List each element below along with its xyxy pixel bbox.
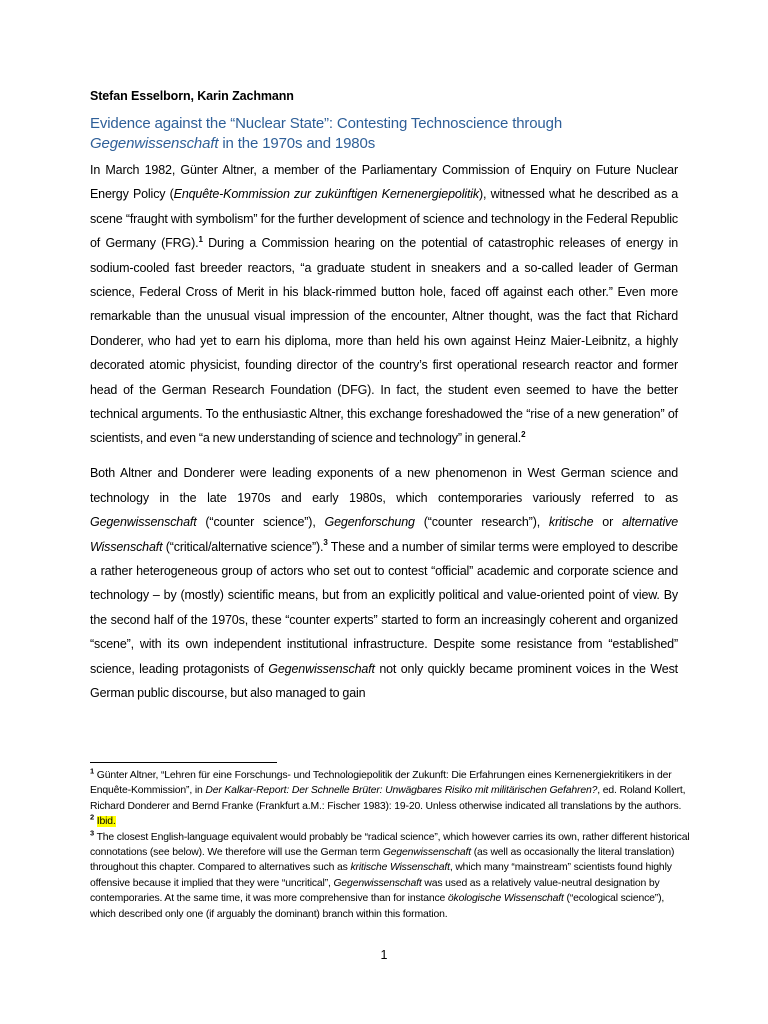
text-run: ), witnessed what he described as a scene “fraught with symbolism” for the further development of science and technology in the Federal Republic of Germany (FRG). (90, 187, 678, 251)
text-run: During a Commission hearing on the potential of catastrophic releases of energy in sodium-cooled fast breeder reactors, “a graduate student in sneakers and a so-called leader of German science, Federal Cross of Merit in his black-rimmed button hole, faced off against each other.” Even more remarkable than the unusual visual impression of the encounter, Altner thought, was the fact that Richard Donderer, who had yet to earn his diploma, more than held his own against Heinz Maier-Leibnitz, a highly decorated atomic physicist, founding director of the country’s first operational research reactor and former head of the German Research Foundation (DFG). In fact, the student even seemed to have the better technical arguments. To the enthusiastic Altner, this exchange foreshadowed the “rise of a new generation” of scientists, and even “a new understanding of science and technology” in general. (90, 236, 679, 446)
text-run: (“counter research”), (414, 515, 549, 530)
paragraph-1 (90, 158, 678, 451)
italic-term: kritische (548, 515, 594, 530)
italic-term: kritische Wissenschaft (350, 862, 450, 874)
text-run: was used as a relatively value-neutral designation by contemporaries. At the same time, it was more comprehensive than for instance (90, 877, 660, 905)
text-run: Günter Altner, “Lehren für eine Forschungs- und Technologiepolitik der Zukunft: Die Erfahrungen eines Kernenergiekritikers in der Enquête-Kommission”, in (90, 770, 672, 797)
text-run: These and a number of similar terms were employed to describe a rather heterogeneous group of actors who set out to contest “official” academic and corporate science and technology – by (mostly) scientific means, but from an explicitly political and value-oriented point of view. By the second half of the 1970s, these “counter experts” started to form an increasingly coherent and organized “scene”, with its own independent institutional infrastructure. Despite some resistance from “established” science, leading protagonists of (90, 539, 678, 676)
text-run: (as well as occasionally the literal translation) throughout this chapter. Compared to alternatives such as (90, 847, 675, 874)
highlighted-text: Ibid. (96, 816, 116, 828)
footnote-number: 2 (90, 812, 95, 822)
text-run: or (593, 515, 622, 530)
text-run: (“critical/alternative science”). (162, 539, 324, 554)
italic-term: Gegenwissenschaft (382, 847, 471, 859)
italic-term: Enquête-Kommission zur zukünftigen Kernenergiepolitik (173, 187, 480, 202)
footnote-ref-3[interactable]: 3 (323, 537, 328, 547)
title-text-part1: Evidence against the “Nuclear State”: Contesting Technoscience through (90, 115, 563, 132)
author-names: Stefan Esselborn, Karin Zachmann (90, 89, 294, 103)
text-run: not only quickly became prominent voices in the West German public discourse, but also managed to gain (90, 661, 678, 701)
footnote-ref-1[interactable]: 1 (198, 234, 203, 244)
italic-term: Gegenwissenschaft (333, 877, 422, 889)
text-run: , which many “mainstream” scientists found highly offensive because it implied that they were “uncritical”, (90, 862, 672, 889)
italic-term: alternative Wissenschaft (90, 515, 678, 554)
italic-term: Gegenwissenschaft (90, 515, 197, 530)
italic-term: Der Kalkar-Report: Der Schnelle Brüter: Unwägbares Risiko mit militärischen Gefahren? (205, 785, 598, 797)
paragraph-2 (90, 461, 678, 705)
chapter-title (90, 114, 678, 154)
body-text (90, 158, 678, 705)
text-run: (“counter science”), (196, 515, 325, 530)
footnote-number: 1 (90, 766, 95, 776)
footnote-number: 3 (90, 828, 95, 838)
page-number: 1 (380, 948, 388, 962)
footnote-separator (90, 762, 277, 763)
text-run: The closest English-language equivalent would probably be “radical science”, which however carries its own, rather different historical connotations (see below). We therefore will use the German term (90, 831, 690, 859)
title-text-part2: in the 1970s and 1980s (218, 135, 376, 152)
italic-term: Gegenwissenschaft (268, 661, 375, 676)
text-run: In March 1982, Günter Altner, a member of the Parliamentary Commission of Enquiry on Future Nuclear Energy Policy ( (90, 163, 678, 202)
text-run: Both Altner and Donderer were leading exponents of a new phenomenon in West German science and technology in the late 1970s and early 1980s, which contemporaries variously referred to as (90, 466, 678, 505)
footnote-2 (90, 814, 690, 829)
italic-term: Gegenforschung (324, 515, 415, 530)
italic-term: ökologische Wissenschaft (447, 893, 564, 905)
footnote-1 (90, 768, 690, 814)
text-run: (“ecological science”), which described only one (if arguably the dominant) branch within this formation. (90, 893, 665, 920)
title-italic-term: Gegenwissenschaft (90, 135, 219, 152)
document-page (90, 0, 690, 1024)
footnote-3 (90, 830, 690, 922)
footnotes (90, 768, 690, 922)
footnote-ref-2[interactable]: 2 (521, 429, 526, 439)
text-run: , ed. Roland Kollert, Richard Donderer and Bernd Franke (Frankfurt a.M.: Fischer 1983): 19-20. Unless otherwise indicated all translations by the authors. (90, 785, 686, 812)
